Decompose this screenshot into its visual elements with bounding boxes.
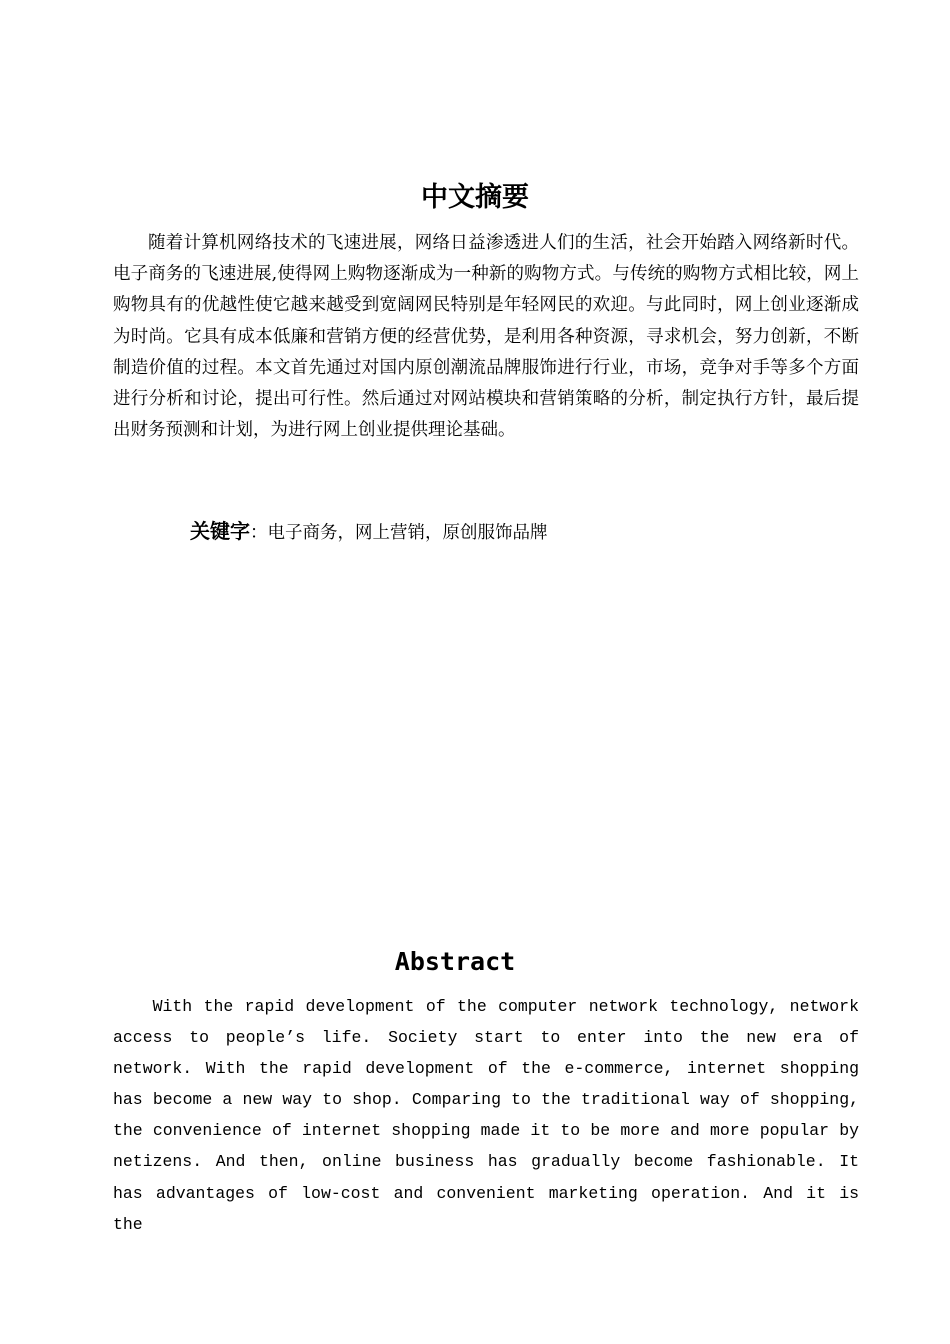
- keywords-value: 电子商务，网上营销，原创服饰品牌: [267, 523, 548, 543]
- chinese-abstract-title: 中文摘要: [421, 182, 529, 213]
- keywords-separator: ：: [250, 523, 268, 543]
- keywords-label: 关键字: [190, 519, 250, 543]
- english-abstract-title: Abstract: [394, 947, 516, 976]
- keywords-line: [190, 514, 850, 550]
- chinese-abstract-body: 随着计算机网络技术的飞速进展，网络日益渗透进人们的生活，社会开始踏入网络新时代。电子商务的飞速进展,使得网上购物逐渐成为一种新的购物方式。与传统的购物方式相比较，网上购物具有的优越性使它越来越受到宽阔网民特别是年轻网民的欢迎。与此同时，网上创业逐渐成为时尚。它具有成本低廉和营销方便的经营优势，是利用各种资源，寻求机会，努力创新，不断制造价值的过程。本文首先通过对国内原创潮流品牌服饰进行行业，市场，竞争对手等多个方面进行分析和讨论，提出可行性。然后通过对网站模块和营销策略的分析，制定执行方针，最后提出财务预测和计划，为进行网上创业提供理论基础。: [113, 233, 859, 441]
- english-abstract-body: With the rapid development of the computer network technology, network access to people’s life. Society start to enter into the new era of network. With the rapid development of the e-commerce, internet shopping has become a new way to shop. Comparing to the traditional way of shopping, the convenience of internet shopping made it to be more and more popular by netizens. And then, online business has gradually become fashionable. It has advantages of low-cost and convenient marketing operation. And it is the: [113, 997, 859, 1234]
